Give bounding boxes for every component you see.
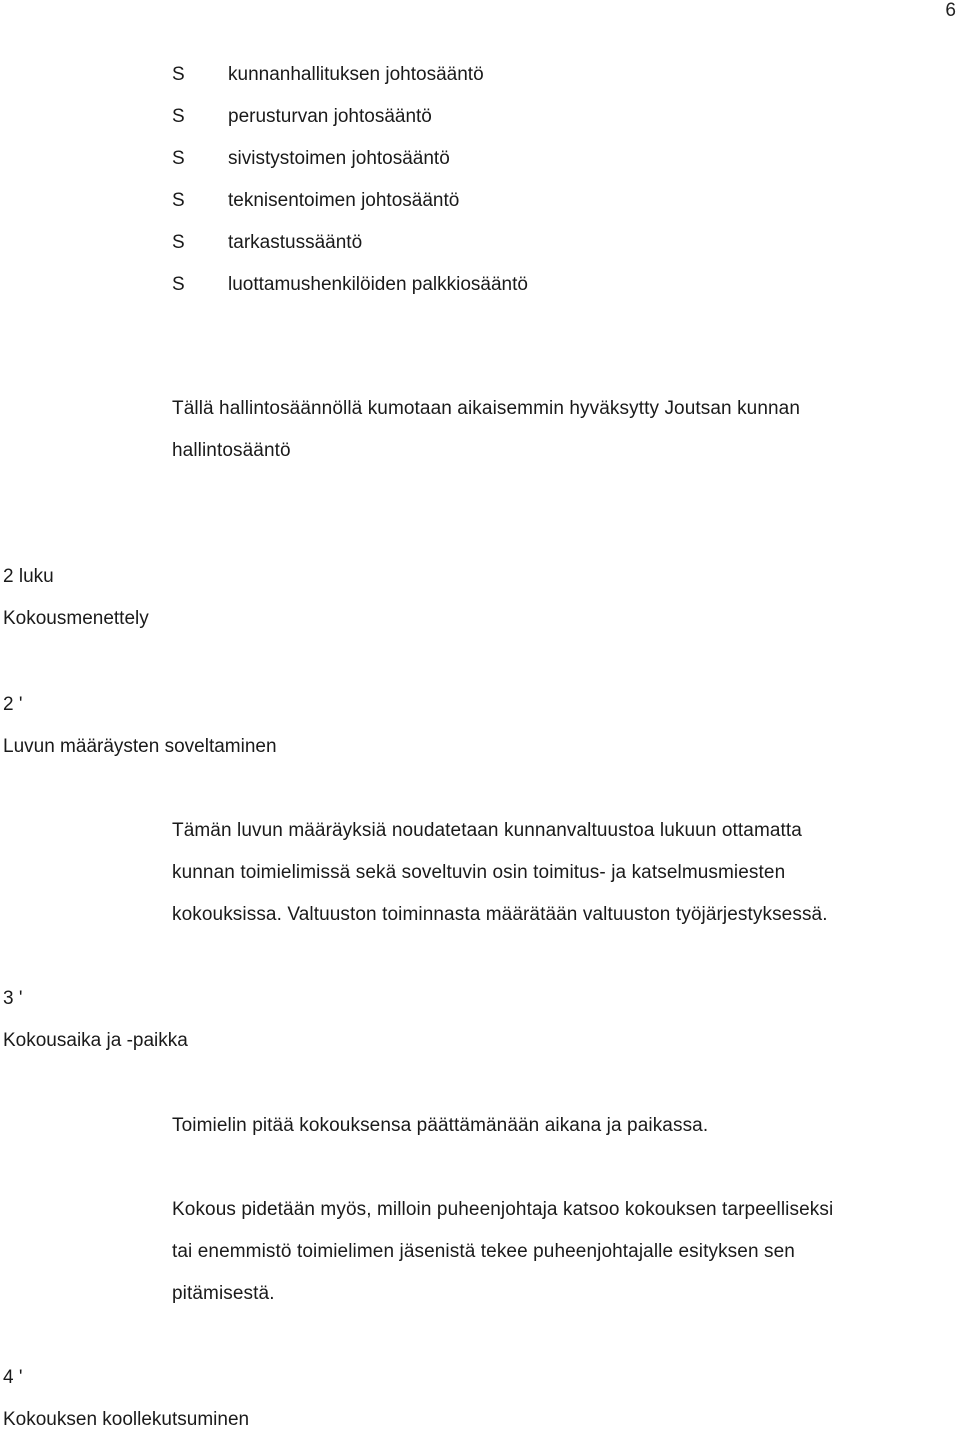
section-2-paragraph [172, 810, 952, 936]
paragraph-line: hallintosääntö [172, 440, 291, 461]
section-3-paragraph-1 [172, 1105, 952, 1147]
paragraph-line: Toimielin pitää kokouksensa päättämänään aikana ja paikassa. [172, 1115, 709, 1136]
section-3-title: Kokousaika ja -paikka [3, 1030, 188, 1051]
repeal-paragraph [172, 388, 952, 472]
bullet-marker: S [172, 190, 185, 211]
section-2-title: Luvun määräysten soveltaminen [3, 736, 277, 757]
section-4-number: 4 ' [3, 1367, 23, 1388]
paragraph-line: kokouksissa. Valtuuston toiminnasta määrätään valtuuston työjärjestyksessä. [172, 904, 828, 925]
list-item-text: kunnanhallituksen johtosääntö [228, 64, 484, 85]
paragraph-line: kunnan toimielimissä sekä soveltuvin osin toimitus- ja katselmusmiesten [172, 862, 786, 883]
list-item [172, 228, 528, 270]
chapter-title: Kokousmenettely [3, 608, 149, 629]
paragraph-line: tai enemmistö toimielimen jäsenistä tekee puheenjohtajalle esityksen sen [172, 1241, 795, 1262]
list-item-text: tarkastussääntö [228, 232, 363, 253]
list-item [172, 186, 528, 228]
paragraph-line: Tällä hallintosäännöllä kumotaan aikaisemmin hyväksytty Joutsan kunnan [172, 398, 801, 419]
list-item-text: sivistystoimen johtosääntö [228, 148, 450, 169]
paragraph-line: Tämän luvun määräyksiä noudatetaan kunnanvaltuustoa lukuun ottamatta [172, 820, 802, 841]
list-item-text: perusturvan johtosääntö [228, 106, 432, 127]
list-item [172, 270, 528, 312]
list-item [172, 102, 528, 144]
list-item [172, 60, 528, 102]
section-4-title: Kokouksen koollekutsuminen [3, 1409, 250, 1430]
bullet-marker: S [172, 106, 185, 127]
bullet-marker: S [172, 232, 185, 253]
rules-list [172, 60, 528, 312]
paragraph-line: pitämisestä. [172, 1283, 275, 1304]
bullet-marker: S [172, 148, 185, 169]
bullet-marker: S [172, 274, 185, 295]
list-item [172, 144, 528, 186]
page-number: 6 [945, 0, 956, 21]
list-item-text: teknisentoimen johtosääntö [228, 190, 460, 211]
chapter-number: 2 luku [3, 566, 54, 587]
section-3-number: 3 ' [3, 988, 23, 1009]
paragraph-line: Kokous pidetään myös, milloin puheenjohtaja katsoo kokouksen tarpeelliseksi [172, 1199, 834, 1220]
list-item-text: luottamushenkilöiden palkkiosääntö [228, 274, 528, 295]
section-2-number: 2 ' [3, 694, 23, 715]
section-3-paragraph-2 [172, 1189, 952, 1315]
bullet-marker: S [172, 64, 185, 85]
